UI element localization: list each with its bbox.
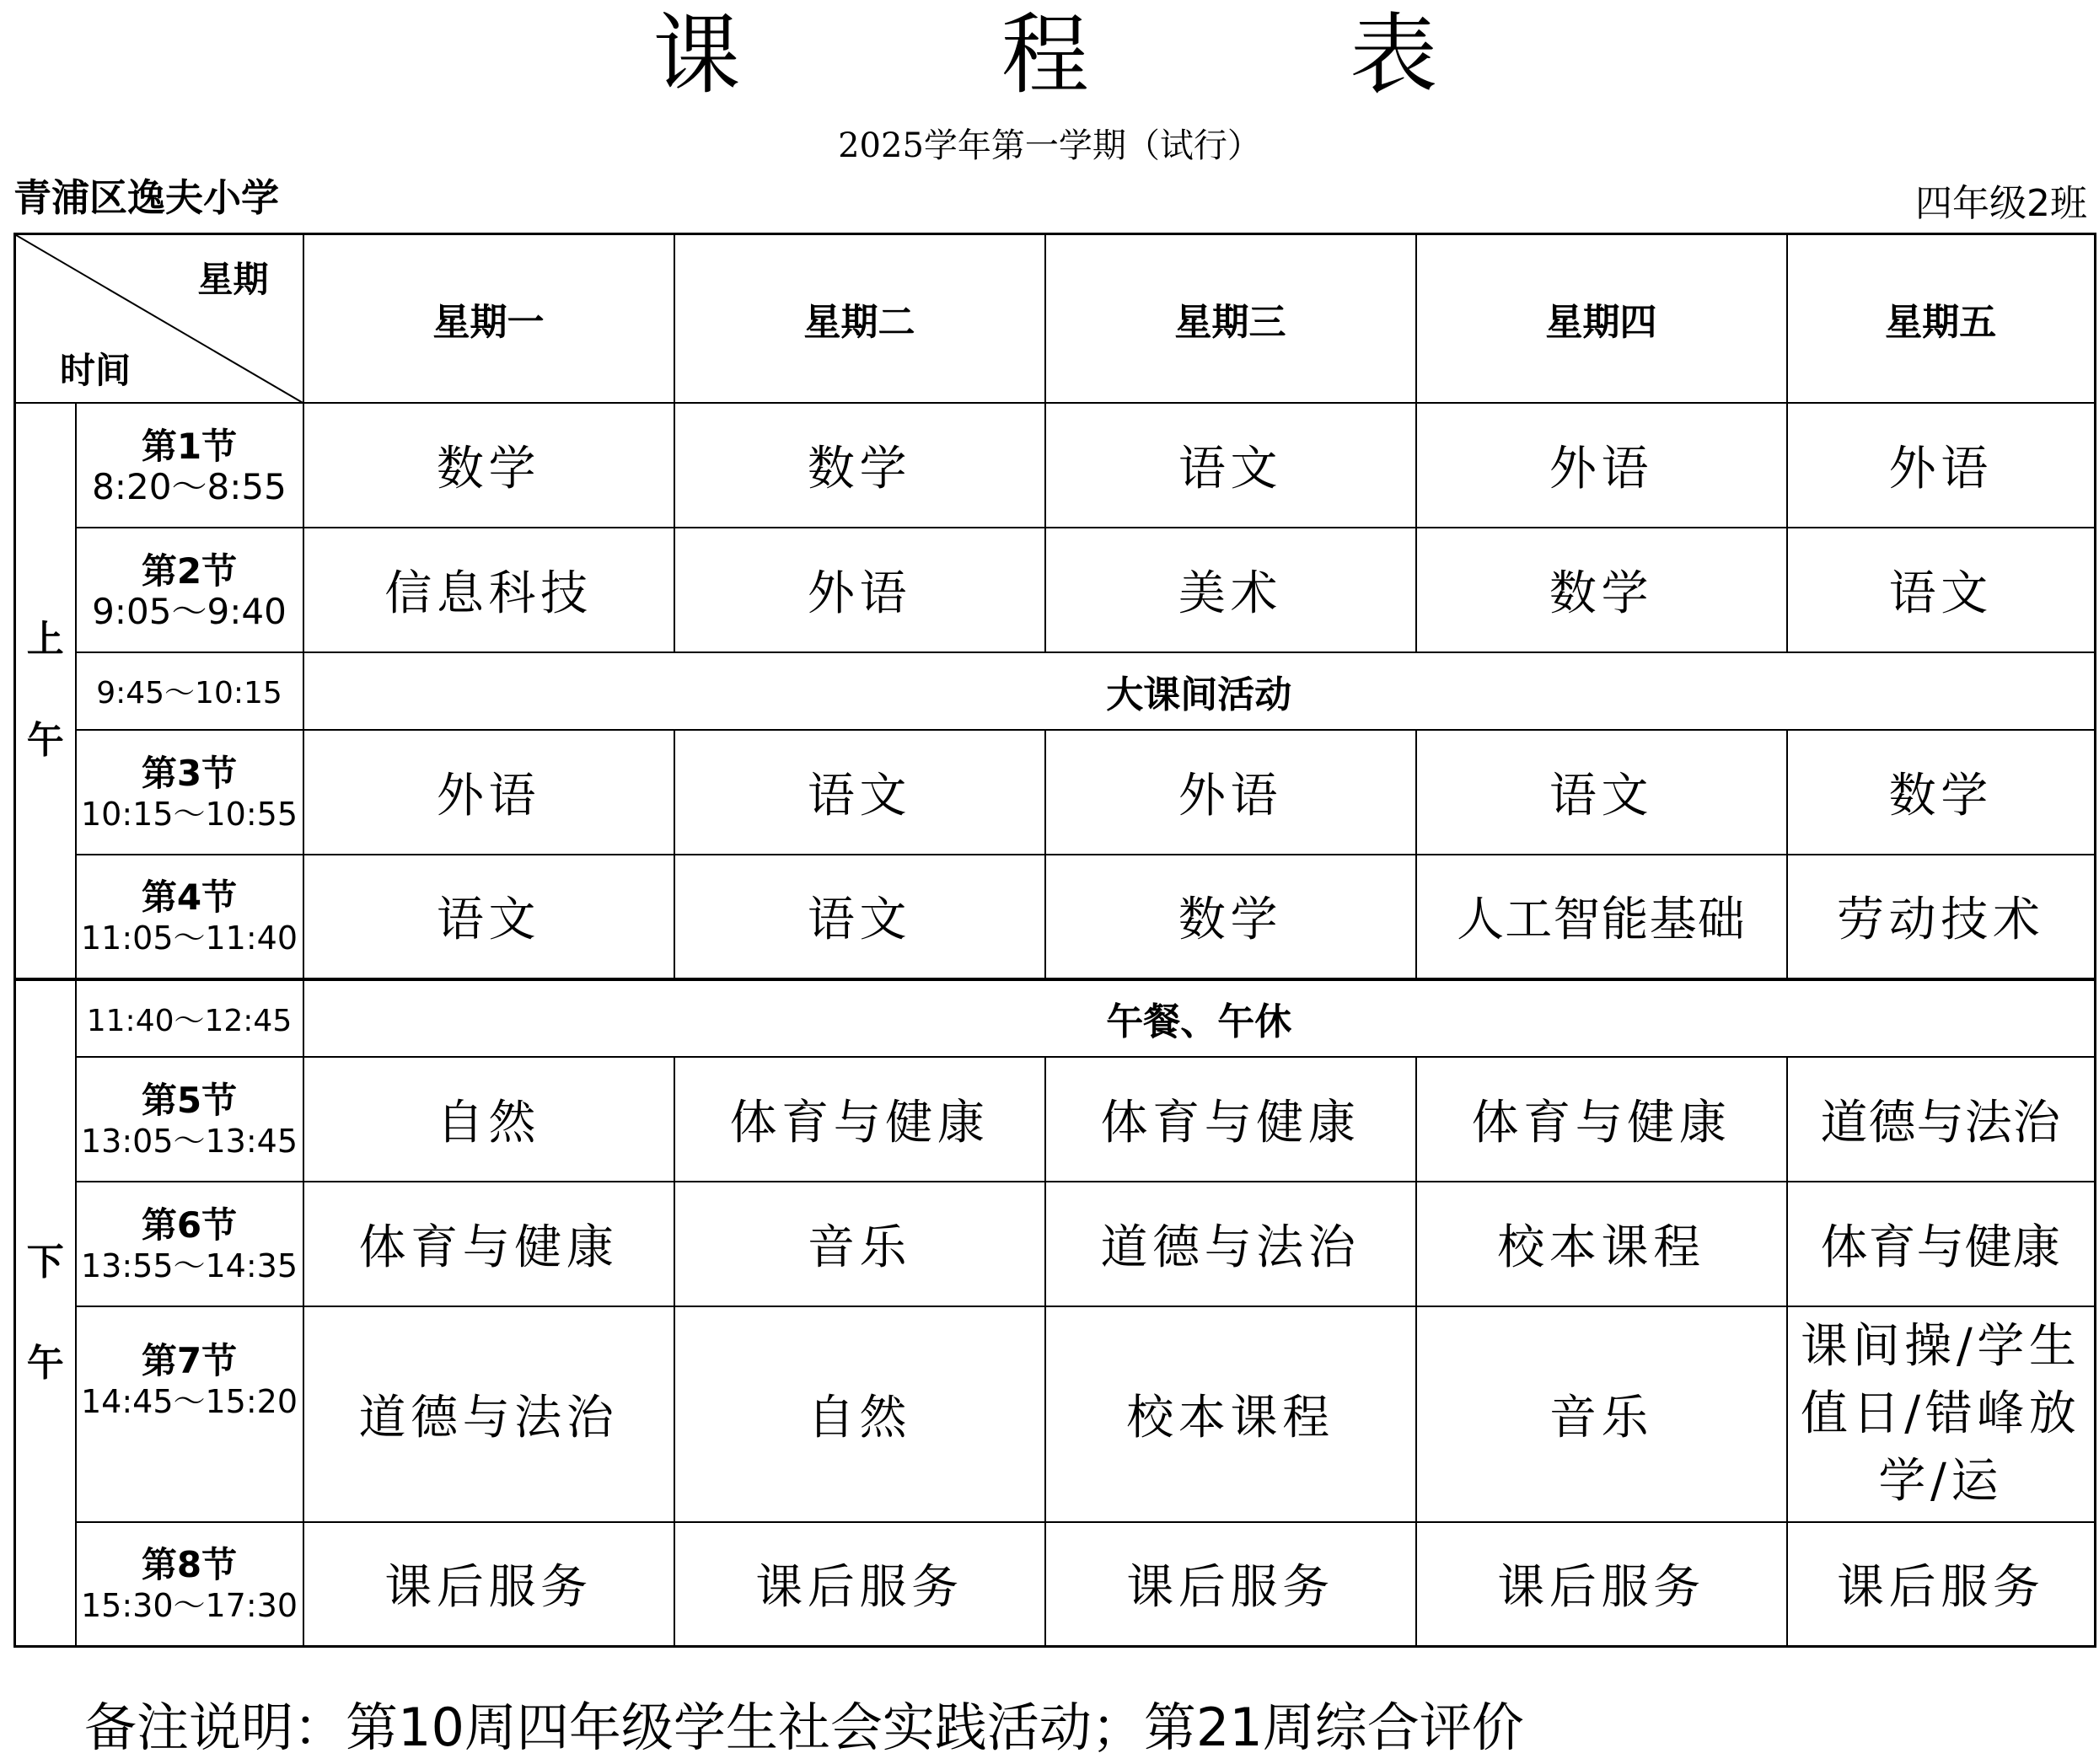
subject-cell: 课后服务 [303,1522,674,1647]
subject-cell: 音乐 [1416,1306,1787,1522]
subject-cell: 道德与法治 [1787,1057,2096,1182]
period-name: 第7节 [141,1339,238,1381]
subject-cell: 数学 [1416,528,1787,652]
period-cell [76,528,303,652]
activity-cell: 大课间活动 [303,652,2096,730]
subject-cell: 课后服务 [674,1522,1045,1647]
period-name: 第2节 [141,550,238,592]
subject-cell: 音乐 [674,1182,1045,1306]
day-header: 星期五 [1787,234,2096,403]
period-cell [76,730,303,855]
activity-cell: 午餐、午休 [303,979,2096,1057]
period-name: 第3节 [141,752,238,794]
period-time: 11:05～11:40 [80,920,298,957]
semester-subtitle: 2025学年第一学期（试行） [838,126,1261,165]
subject-cell: 信息科技 [303,528,674,652]
period-cell [76,1182,303,1306]
subject-cell: 外语 [1416,403,1787,528]
footnote: 备注说明：第10周四年级学生社会实践活动；第21周综合评价 [84,1697,1524,1758]
period-time: 13:55～14:35 [80,1247,298,1284]
table-row [15,1306,2096,1522]
morning-label [15,403,76,979]
subject-cell: 数学 [303,403,674,528]
day-header: 星期二 [674,234,1045,403]
day-header: 星期三 [1045,234,1416,403]
subject-multiline: 课间操/学生值日/错峰放学/运 [1801,1318,2081,1509]
subject-cell: 劳动技术 [1787,855,2096,979]
period-name: 第1节 [141,425,238,467]
subject-cell: 数学 [1787,730,2096,855]
day-header: 星期四 [1416,234,1787,403]
subject-cell [1787,1306,2096,1522]
timetable [13,233,2096,1648]
period-name: 第4节 [141,877,238,918]
table-row [15,1182,2096,1306]
table-row [15,528,2096,652]
subject-cell: 体育与健康 [1416,1057,1787,1182]
title-char: 课 [652,3,749,106]
header-row [15,234,2096,403]
period-time: 9:05～9:40 [92,590,287,632]
subject-cell: 语文 [1045,403,1416,528]
corner-day-label: 星期 [197,259,269,300]
subject-cell: 道德与法治 [1045,1182,1416,1306]
corner-time-label: 时间 [60,349,132,391]
period-time: 13:05～13:45 [80,1122,298,1160]
period-time: 8:20～8:55 [92,465,287,507]
table-row [15,403,2096,528]
subject-cell: 课后服务 [1045,1522,1416,1647]
subject-cell: 语文 [674,855,1045,979]
subject-cell: 体育与健康 [303,1182,674,1306]
period-cell [76,403,303,528]
period-name: 第6节 [141,1204,238,1246]
period-cell [76,1522,303,1647]
afternoon-label [15,979,76,1647]
period-time: 15:30～17:30 [80,1587,298,1625]
subject-cell: 语文 [1787,528,2096,652]
subject-cell: 自然 [303,1057,674,1182]
title-char: 程 [1001,3,1098,106]
subject-cell: 校本课程 [1045,1306,1416,1522]
subject-cell: 体育与健康 [1787,1182,2096,1306]
subject-cell: 道德与法治 [303,1306,674,1522]
class-name: 四年级2班 [1915,182,2087,225]
subject-cell: 自然 [674,1306,1045,1522]
table-row [15,730,2096,855]
subject-cell: 美术 [1045,528,1416,652]
subject-cell: 课后服务 [1787,1522,2096,1647]
subject-cell: 人工智能基础 [1416,855,1787,979]
period-time: 14:45～15:20 [80,1382,298,1420]
table-row [15,1522,2096,1647]
subject-cell: 语文 [303,855,674,979]
subject-cell: 体育与健康 [674,1057,1045,1182]
half-text: 上午 [26,618,64,762]
subject-cell: 外语 [303,730,674,855]
table-row [15,1057,2096,1182]
period-cell [76,1306,303,1522]
subject-cell: 校本课程 [1416,1182,1787,1306]
period-name: 第5节 [141,1079,238,1121]
corner-cell [15,234,303,403]
day-header: 星期一 [303,234,674,403]
period-cell [76,1057,303,1182]
period-time: 10:15～10:55 [80,795,298,833]
subject-cell: 语文 [674,730,1045,855]
table-row [15,979,2096,1057]
period-cell [76,855,303,979]
subject-cell: 数学 [1045,855,1416,979]
school-name: 青浦区逸夫小学 [13,175,280,220]
table-row [15,652,2096,730]
page-title [0,0,2099,110]
period-name: 第8节 [141,1544,238,1586]
subject-cell: 语文 [1416,730,1787,855]
title-char: 表 [1350,3,1447,106]
subject-cell: 外语 [1787,403,2096,528]
subject-cell: 外语 [1045,730,1416,855]
half-text: 下午 [26,1240,64,1385]
subject-cell: 数学 [674,403,1045,528]
subject-cell: 课后服务 [1416,1522,1787,1647]
break-time: 11:40～12:45 [76,979,303,1057]
subject-cell: 外语 [674,528,1045,652]
subject-cell: 体育与健康 [1045,1057,1416,1182]
table-row [15,855,2096,979]
break-time: 9:45～10:15 [76,652,303,730]
